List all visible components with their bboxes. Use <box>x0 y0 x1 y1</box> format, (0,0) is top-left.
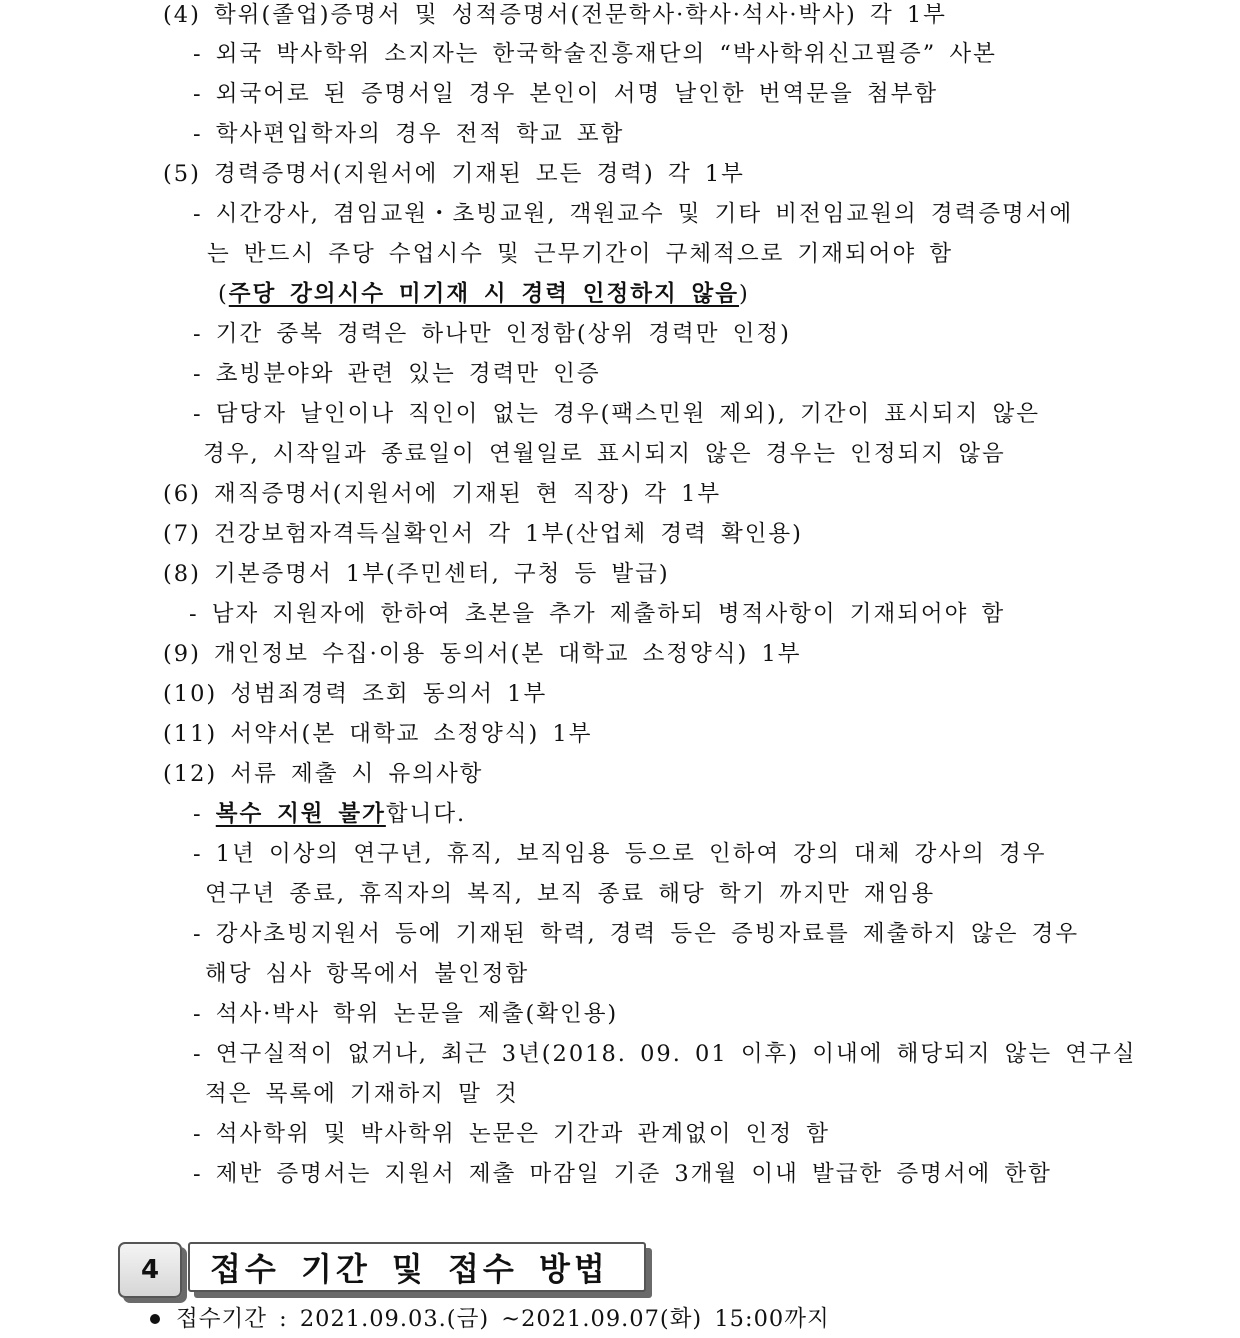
note-certificate-validity: - 제반 증명서는 지원서 제출 마감일 기준 3개월 이내 발급한 증명서에 한함 <box>193 1161 1052 1187</box>
note-multiple-application <box>193 799 466 829</box>
note-foreign-language-translation: - 외국어로 된 증명서일 경우 본인이 서명 날인한 번역문을 첨부함 <box>193 81 939 107</box>
item-8-basic-certificate: (8) 기본증명서 1부(주민센터, 구청 등 발급) <box>163 561 670 587</box>
note-sabbatical-2: 연구년 종료, 휴직자의 복직, 보직 종료 해당 학기 까지만 재임용 <box>205 881 936 907</box>
item-10-crime-record: (10) 성범죄경력 조회 동의서 1부 <box>163 681 548 707</box>
item-4-degree-certificate: (4) 학위(졸업)증명서 및 성적증명서(전문학사·학사·석사·박사) 각 1부 <box>163 2 947 28</box>
note-thesis-recognition: - 석사학위 및 박사학위 논문은 기간과 관계없이 인정 함 <box>193 1121 830 1147</box>
note-lecturer-career-2: 는 반드시 주당 수업시수 및 근무기간이 구체적으로 기재되어야 함 <box>207 241 954 267</box>
item-5-career-certificate: (5) 경력증명서(지원서에 기재된 모든 경력) 각 1부 <box>163 161 745 187</box>
item-6-employment-certificate: (6) 재직증명서(지원서에 기재된 현 직장) 각 1부 <box>163 481 722 507</box>
item-9-privacy-consent: (9) 개인정보 수집·이용 동의서(본 대학교 소정양식) 1부 <box>163 641 802 667</box>
reception-period: 접수기간 : 2021.09.03.(금) ~2021.09.07(화) 15:00까지 <box>176 1306 830 1332</box>
note-multiple-bold: 복수 지원 불가 <box>215 801 386 827</box>
note-seal-missing-2: 경우, 시작일과 종료일이 연월일로 표시되지 않은 경우는 인정되지 않음 <box>203 441 1006 467</box>
note-seal-missing-1: - 담당자 날인이나 직인이 없는 경우(팩스민원 제외), 기간이 표시되지 않은 <box>193 401 1040 427</box>
note-sabbatical-1: - 1년 이상의 연구년, 휴직, 보직임용 등으로 인하여 강의 대체 강사의 경우 <box>193 841 1047 867</box>
note-overlap-career: - 기간 중복 경력은 하나만 인정함(상위 경력만 인정) <box>193 321 791 347</box>
note-multiple-rest: 합니다. <box>385 801 467 827</box>
item-12-submission-notes: (12) 서류 제출 시 유의사항 <box>163 761 484 787</box>
bullet-icon <box>150 1314 160 1324</box>
note-research-record-1: - 연구실적이 없거나, 최근 3년(2018. 09. 01 이후) 이내에 해당되지 않는 연구실 <box>193 1041 1137 1067</box>
note-evidence-2: 해당 심사 항목에서 불인정함 <box>205 961 530 987</box>
note-dash: - <box>193 801 216 827</box>
notice-open-paren: ( <box>218 281 229 307</box>
note-research-record-2: 적은 목록에 기재하지 말 것 <box>205 1081 519 1107</box>
notice-lecture-hours-bold: 주당 강의시수 미기재 시 경력 인정하지 않음 <box>228 281 740 307</box>
notice-lecture-hours <box>218 279 750 309</box>
item-7-health-insurance: (7) 건강보험자격득실확인서 각 1부(산업체 경력 확인용) <box>163 521 803 547</box>
note-thesis-submission: - 석사·박사 학위 논문을 제출(확인용) <box>193 1001 619 1027</box>
note-evidence-1: - 강사초빙지원서 등에 기재된 학력, 경력 등은 증빙자료를 제출하지 않은 경우 <box>193 921 1080 947</box>
item-11-pledge: (11) 서약서(본 대학교 소정양식) 1부 <box>163 721 593 747</box>
section-title: 접수 기간 및 접수 방법 <box>188 1242 646 1292</box>
note-transfer-student: - 학사편입학자의 경우 전적 학교 포함 <box>193 121 625 147</box>
note-lecturer-career-1: - 시간강사, 겸임교원・초빙교원, 객원교수 및 기타 비전임교원의 경력증명서에 <box>193 201 1074 227</box>
note-foreign-doctorate: - 외국 박사학위 소지자는 한국학술진흥재단의 “박사학위신고필증” 사본 <box>193 41 997 67</box>
note-related-career: - 초빙분야와 관련 있는 경력만 인증 <box>193 361 601 387</box>
notice-close-paren: ) <box>739 281 750 307</box>
section-number: 4 <box>118 1242 182 1298</box>
section-heading <box>118 1240 658 1302</box>
note-male-applicant: - 남자 지원자에 한하여 초본을 추가 제출하되 병적사항이 기재되어야 함 <box>189 601 1006 627</box>
